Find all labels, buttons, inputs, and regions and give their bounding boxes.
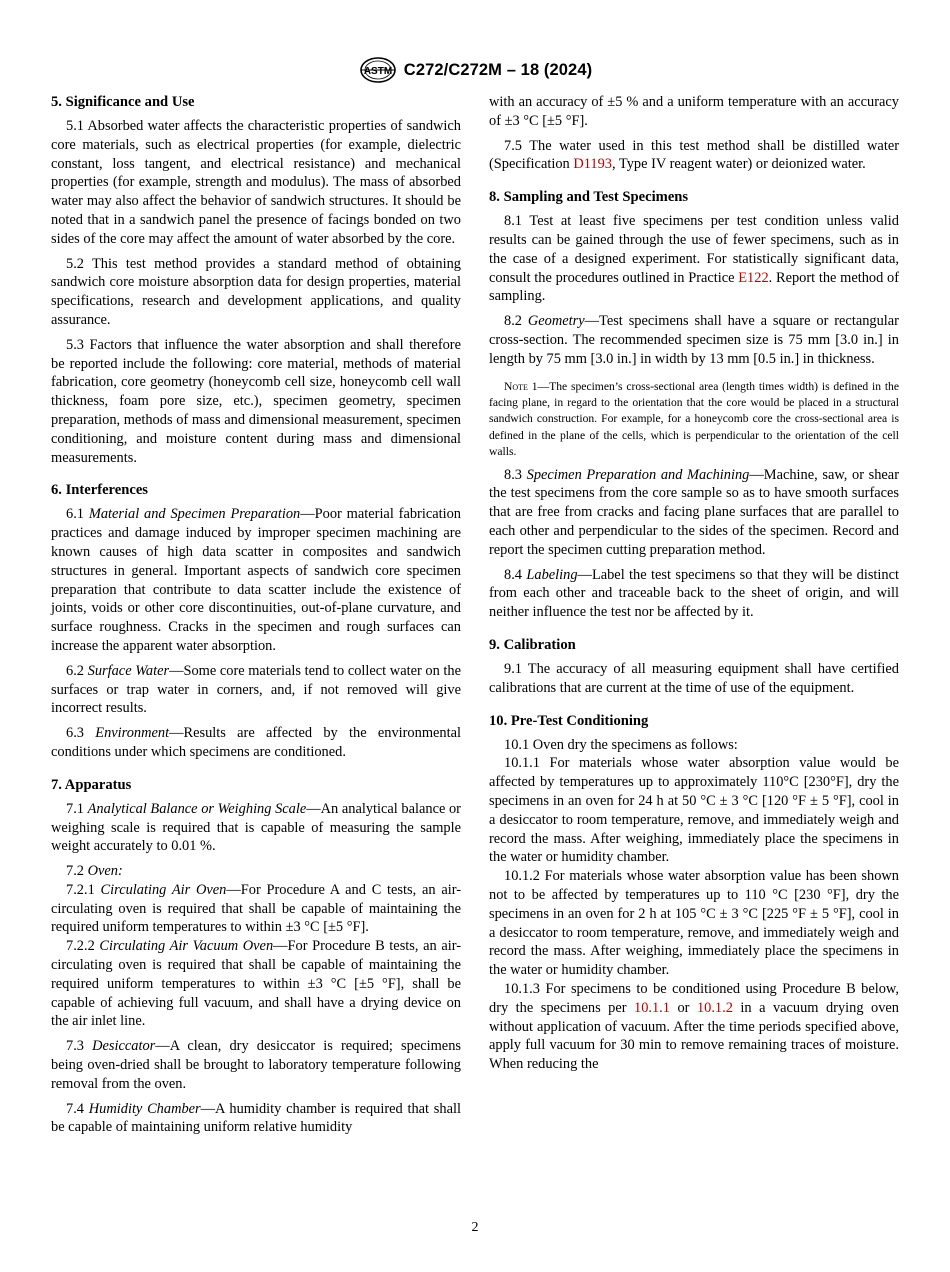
note-label: Note 1 bbox=[504, 379, 538, 393]
paragraph-10-1-1: 10.1.1 For materials whose water absorption value would be affected by temperatures up to approximately 110°C [230°F], dry the specimens in an oven for 24 h at 50 °C ± 3 °C [120 °F ± 5 °F], cool in a desiccator to room temperature, remove, and immediately weigh and record the mass. After weighing, immediately place the specimens in the water or humidity chamber. bbox=[489, 755, 899, 866]
ref-link-e122[interactable]: E122 bbox=[738, 269, 769, 286]
paragraph-7-2: 7.2 Oven: bbox=[66, 863, 123, 880]
right-column bbox=[489, 93, 899, 1074]
paragraph-7-5: 7.5 The water used in this test method shall be distilled water (Specification D1193, Type IV reagent water) or deionized water. bbox=[489, 137, 899, 173]
section-heading: 5. Significance and Use bbox=[51, 94, 195, 110]
ref-link-10-1-2[interactable]: 10.1.2 bbox=[696, 999, 733, 1016]
paragraph-6-1: 6.1 Material and Specimen Preparation—Poor material fabrication practices and damage induced by improper specimen machining are known causes of high data scatter in composites and sandwich structures in general. Important aspects of sandwich core specimen preparation that contribute to data scatter include the existence of joints, voids or other core discontinuities, out-of-plane curvature, and surface roughness. Cracks in the specimen and rough surfaces can increase the apparent water absorption. bbox=[51, 506, 461, 654]
paragraph-7-2-2: 7.2.2 Circulating Air Vacuum Oven—For Procedure B tests, an air-circulating oven is required that shall be capable of maintaining the required uniform temperatures to within ±3 °C [±5 °F], shall be capable of achieving full vacuum, and shall have a drying device on the air inlet line. bbox=[51, 938, 461, 1030]
note-1: Note 1—The specimen’s cross-sectional area (length times width) is defined in the facing plane, in regard to the orientation that the core would be placed in a structural sandwich construction. For example, for a honeycomb core the cross-sectional area is defined in the plane of the cells, which is perpendicular to the orientation of the cell walls. bbox=[489, 379, 899, 459]
ref-link-10-1-1[interactable]: 10.1.1 bbox=[634, 999, 670, 1016]
paragraph-6-3: 6.3 Environment—Results are affected by the environmental conditions under which specimens are conditioned. bbox=[51, 725, 461, 760]
paragraph-10-1: 10.1 Oven dry the specimens as follows: bbox=[504, 736, 738, 753]
standard-designation: C272/C272M – 18 (2024) bbox=[403, 60, 593, 79]
section-heading: 10. Pre-Test Conditioning bbox=[489, 712, 649, 729]
paragraph-5-3: 5.3 Factors that influence the water absorption and shall therefore be reported include the following: core material, methods of material fabrication, core geometry (honeycomb cell size, honeycomb cell wall thickness, foam pore size, etc.), specimen geometry, specimen preparation, methods of mass and dimensional measurement, specimen conditioning, and moisture content during mass and dimensional measurements. bbox=[51, 336, 461, 466]
paragraph-7-4-continued: with an accuracy of ±5 % and a uniform temperature with an accuracy of ±3 °C [±5 °F]. bbox=[489, 94, 899, 129]
ref-link-d1193[interactable]: D1193 bbox=[573, 156, 612, 173]
section-heading: 8. Sampling and Test Specimens bbox=[489, 189, 689, 206]
section-heading: 7. Apparatus bbox=[51, 776, 132, 793]
paragraph-6-2: 6.2 Surface Water—Some core materials tend to collect water on the surfaces or trap water in corners, and, if not removed will give incorrect results. bbox=[51, 662, 461, 717]
section-heading: 9. Calibration bbox=[489, 636, 576, 653]
paragraph-5-1: 5.1 Absorbed water affects the characteristic properties of sandwich core materials, such as electrical properties (for example, dielectric constant, loss tangent, and electrical resistance) and mechanical properties (for example, strength and modulus). The mass of absorbed water may also affect the behavior of sandwich structures. It should be noted that in a sandwich panel the presence of facings bonded on two sides of the core may affect the amount of water absorbed by the core. bbox=[51, 118, 461, 247]
section-heading: 6. Interferences bbox=[51, 482, 148, 499]
page-header bbox=[0, 56, 950, 84]
paragraph-7-1: 7.1 Analytical Balance or Weighing Scale—An analytical balance or weighing scale is required that is capable of measuring the sample weight accurately to 0.01 %. bbox=[51, 800, 461, 855]
page-number: 2 bbox=[471, 1220, 479, 1235]
paragraph-7-4: 7.4 Humidity Chamber—A humidity chamber is required that shall be capable of maintaining uniform relative humidity bbox=[51, 1100, 461, 1136]
paragraph-7-3: 7.3 Desiccator—A clean, dry desiccator is required; specimens being oven-dried shall be brought to laboratory temperature following removal from the oven. bbox=[51, 1038, 461, 1092]
paragraph-10-1-2: 10.1.2 For materials whose water absorption value has been shown not to be affected by temperatures up to 110 °C [230 °F], dry the specimens in an oven for 2 h at 105 °C ± 3 °C [225 °F ± 5 °F], cool in a desiccator to room temperature, remove, and immediately weigh and record the mass. After weighing, immediately place the specimens in the water or humidity chamber. bbox=[489, 868, 899, 979]
astm-logo-text: ASTM bbox=[363, 66, 392, 77]
paragraph-7-2-1: 7.2.1 Circulating Air Oven—For Procedure A and C tests, an air-circulating oven is required that shall be capable of maintaining the required uniform temperatures to within ±3 °C [±5 °F]. bbox=[51, 881, 461, 936]
paragraph-8-2: 8.2 Geometry—Test specimens shall have a square or rectangular cross-section. The recommended specimen size is 75 mm [3.0 in.] in length by 75 mm [3.0 in.] in width by 13 mm [0.5 in.] in thickness. bbox=[489, 313, 899, 367]
paragraph-8-3: 8.3 Specimen Preparation and Machining—Machine, saw, or shear the test specimens from the core sample so as to have smooth surfaces that are free from cracks and facing plane surfaces that are parallel to each other and perpendicular to the sides of the specimen. Record and report the specimen cutting preparation method. bbox=[489, 466, 899, 558]
paragraph-10-1-3: 10.1.3 For specimens to be conditioned using Procedure B below, dry the specimens per 10.1.1 or 10.1.2 in a vacuum drying oven without application of vacuum. After the time periods specified above, apply full vacuum for 30 min to remove remaining traces of moisture. When reducing the bbox=[489, 980, 899, 1073]
paragraph-9-1: 9.1 The accuracy of all measuring equipment shall have certified calibrations that are current at the time of use of the equipment. bbox=[489, 660, 899, 696]
paragraph-5-2: 5.2 This test method provides a standard method of obtaining sandwich core moisture absorption data for design properties, material specifications, research and development applications, and quality assurance. bbox=[51, 255, 461, 328]
paragraph-8-4: 8.4 Labeling—Label the test specimens so that they will be distinct from each other and traceable back to the sheet of origin, and will neither influence the test nor be affected by it. bbox=[489, 566, 899, 621]
paragraph-8-1: 8.1 Test at least five specimens per test condition unless valid results can be gained through the use of fewer specimens, such as in the case of a designed experiment. For statistically significant data, consult the procedures outlined in Practice E122. Report the method of sampling. bbox=[489, 213, 900, 305]
left-column bbox=[51, 93, 461, 1143]
astm-logo-icon bbox=[358, 57, 398, 83]
